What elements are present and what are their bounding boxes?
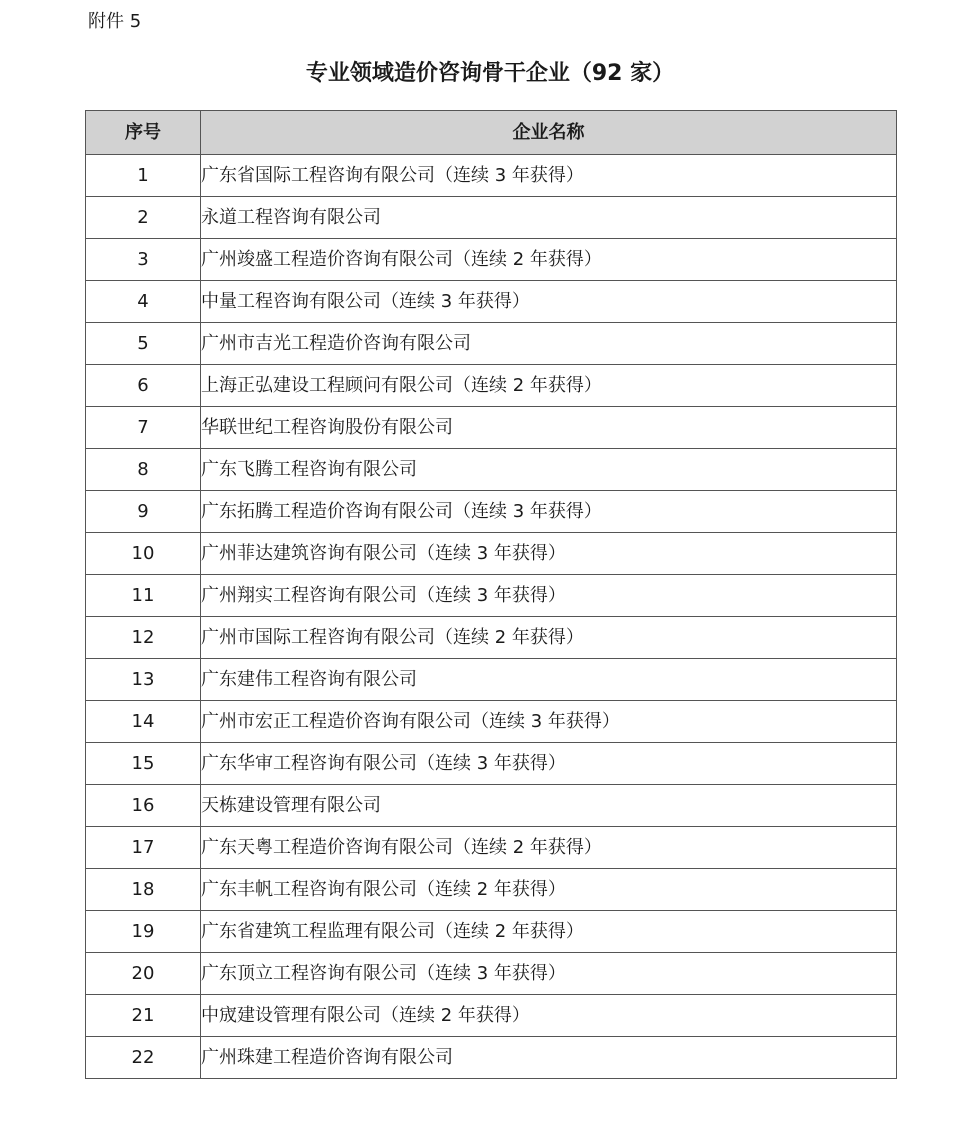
row-index: 7 xyxy=(86,407,201,449)
row-index: 12 xyxy=(86,617,201,659)
enterprise-table xyxy=(85,110,897,1079)
table-row xyxy=(86,911,897,953)
row-index: 10 xyxy=(86,533,201,575)
table-row xyxy=(86,743,897,785)
row-index: 22 xyxy=(86,1037,201,1079)
row-company-name: 广州市宏正工程造价咨询有限公司（连续 3 年获得） xyxy=(201,701,897,743)
table-row xyxy=(86,281,897,323)
table-row xyxy=(86,869,897,911)
row-company-name: 广东天粤工程造价咨询有限公司（连续 2 年获得） xyxy=(201,827,897,869)
table-row xyxy=(86,533,897,575)
row-company-name: 天栋建设管理有限公司 xyxy=(201,785,897,827)
row-index: 16 xyxy=(86,785,201,827)
row-index: 9 xyxy=(86,491,201,533)
row-company-name: 广东顶立工程咨询有限公司（连续 3 年获得） xyxy=(201,953,897,995)
row-company-name: 广州市吉光工程造价咨询有限公司 xyxy=(201,323,897,365)
table-row xyxy=(86,953,897,995)
row-index: 8 xyxy=(86,449,201,491)
row-company-name: 广东拓腾工程造价咨询有限公司（连续 3 年获得） xyxy=(201,491,897,533)
table-row xyxy=(86,365,897,407)
row-index: 14 xyxy=(86,701,201,743)
row-company-name: 广东省国际工程咨询有限公司（连续 3 年获得） xyxy=(201,155,897,197)
table-row xyxy=(86,659,897,701)
table-row xyxy=(86,827,897,869)
row-index: 4 xyxy=(86,281,201,323)
row-index: 15 xyxy=(86,743,201,785)
table-row xyxy=(86,785,897,827)
row-index: 19 xyxy=(86,911,201,953)
row-index: 21 xyxy=(86,995,201,1037)
row-company-name: 广州珠建工程造价咨询有限公司 xyxy=(201,1037,897,1079)
table-row xyxy=(86,155,897,197)
table-row xyxy=(86,701,897,743)
header-name: 企业名称 xyxy=(201,111,897,155)
row-company-name: 广东华审工程咨询有限公司（连续 3 年获得） xyxy=(201,743,897,785)
row-index: 20 xyxy=(86,953,201,995)
row-company-name: 广东建伟工程咨询有限公司 xyxy=(201,659,897,701)
row-company-name: 中宬建设管理有限公司（连续 2 年获得） xyxy=(201,995,897,1037)
row-company-name: 广东飞腾工程咨询有限公司 xyxy=(201,449,897,491)
table-row xyxy=(86,449,897,491)
table-row xyxy=(86,575,897,617)
row-company-name: 广东省建筑工程监理有限公司（连续 2 年获得） xyxy=(201,911,897,953)
table-row xyxy=(86,1037,897,1079)
table-row xyxy=(86,323,897,365)
row-index: 3 xyxy=(86,239,201,281)
table-row xyxy=(86,617,897,659)
row-company-name: 广东丰帆工程咨询有限公司（连续 2 年获得） xyxy=(201,869,897,911)
document-title: 专业领域造价咨询骨干企业（92 家） xyxy=(305,61,675,86)
row-index: 11 xyxy=(86,575,201,617)
table-row xyxy=(86,407,897,449)
header-index: 序号 xyxy=(86,111,201,155)
row-company-name: 广州市国际工程咨询有限公司（连续 2 年获得） xyxy=(201,617,897,659)
row-company-name: 中量工程咨询有限公司（连续 3 年获得） xyxy=(201,281,897,323)
table-row xyxy=(86,491,897,533)
row-index: 5 xyxy=(86,323,201,365)
table-header-row xyxy=(86,111,897,155)
row-index: 2 xyxy=(86,197,201,239)
row-index: 13 xyxy=(86,659,201,701)
row-company-name: 永道工程咨询有限公司 xyxy=(201,197,897,239)
row-index: 1 xyxy=(86,155,201,197)
row-company-name: 广州竣盛工程造价咨询有限公司（连续 2 年获得） xyxy=(201,239,897,281)
table-row xyxy=(86,995,897,1037)
row-company-name: 上海正弘建设工程顾问有限公司（连续 2 年获得） xyxy=(201,365,897,407)
row-index: 17 xyxy=(86,827,201,869)
table-row xyxy=(86,239,897,281)
row-company-name: 广州菲达建筑咨询有限公司（连续 3 年获得） xyxy=(201,533,897,575)
row-company-name: 华联世纪工程咨询股份有限公司 xyxy=(201,407,897,449)
row-index: 6 xyxy=(86,365,201,407)
attachment-label: 附件 5 xyxy=(88,11,142,32)
table-row xyxy=(86,197,897,239)
row-company-name: 广州翔实工程咨询有限公司（连续 3 年获得） xyxy=(201,575,897,617)
row-index: 18 xyxy=(86,869,201,911)
